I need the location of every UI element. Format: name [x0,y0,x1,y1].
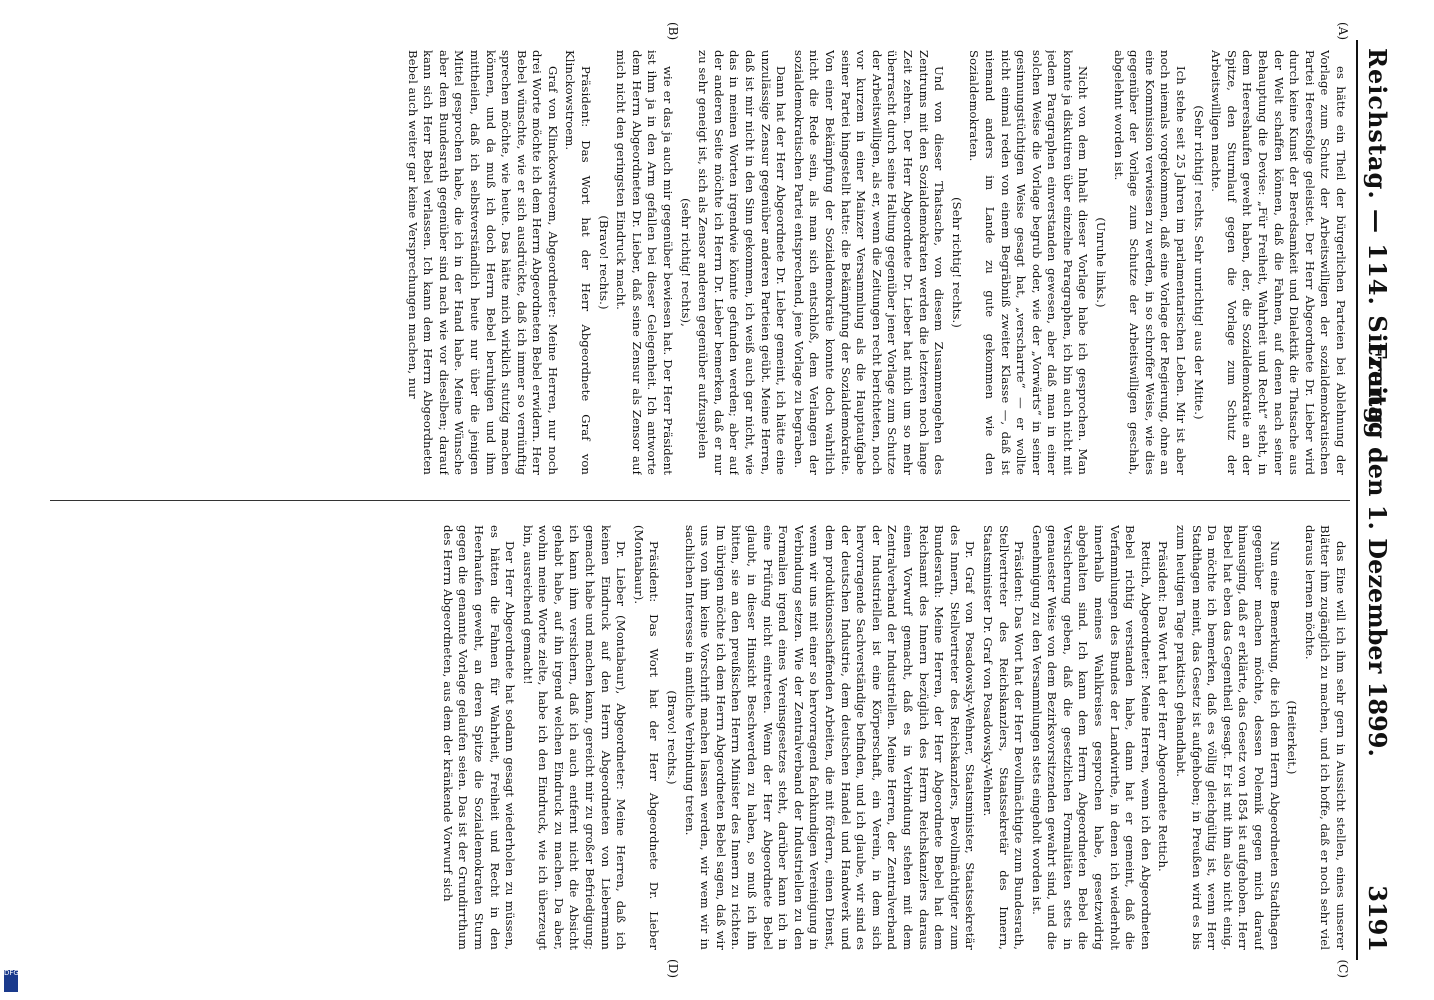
paragraph: Dann hat der Herr Abgeordnete Dr. Lieber gemeint, ich hätte eine unzulässige Zensur gegenüber anderen Parteien geübt. Meine Herren, daß ist mir nicht in den Sinn gekommen, ich weiß auch gar nicht, wie das in meinen Worten irgendwie könnte gefunden werden; aber auf der anderen Seite möchte ich Herrn Dr. Lieber bemerken, daß er nur zu sehr geneigt ist, sich als Zensor anderen gegenüber aufzuspielen [696,50,789,475]
interjection: (Bravo! rechts.) [665,690,680,785]
paragraph: wie er das ja auch mir gegenüber bewiesen hat. Der Herr Präsident ist ihm ja in den Arm gefallen bei dieser Gelegenheit. Ich antworte dem Herrn Abgeordneten Dr. Lieber, daß seine Zensur als Zensor auf mich nicht den geringsten Eindruck macht. [614,50,676,475]
page-header [1356,40,1394,960]
column-divider [50,500,1350,501]
interjection: (Sehr richtig! rechts. Sehr unrichtig! aus der Mitte.) [1191,105,1206,420]
margin-marker-a: (A) [1336,22,1350,41]
interjection: (Unruhe links.) [1094,217,1109,308]
speaker-line: Präsident: Das Wort hat der Herr Bevollmächtigte zum Bundesrath, Stellvertreter des Reichskanzlers, Staatssekretär des Innern, Staatsminister Dr. Graf von Posadowsky-Wehner. [980,525,1027,950]
header-date [1363,342,1392,952]
paragraph: Dr. Graf von Posadowsky-Wehner, Staatsminister, Staatssekretär des Innern, Stellvertreter des Reichskanzlers, Bevollmächtigter zum Bundesrath: Meine Herren, der Herr Abgeordnete Bebel hat dem Reichsamt des Innern bezüglich des Herrn Reichskanzlers daraus einen Vorwurf gemacht, daß es in Verbindung stehen mit dem Zentralverband der Industriellen. Meine Herren, der Zentralverband der Industriellen ist eine Körperschaft, ein Verein, in dem sich hervorragende Sachverständige befinden, und ich glaube, wir sind es der deutschen Industrie, dem deutschen Handel und Handwerk und dem produktionsschaffenden Arbeiten, die mit fördern, einen Dienst, wenn wir uns mit einer so hervorragend fachkundigen Vereinigung in Verbindung setzen. Wie der Zentralverband der Industriellen zu den Formalien irgend eines Vereinsgesetzes steht, darüber kann ich in eine Prüfung nicht eintreten. Wenn der Herr Abgeordnete Bebel glaubt, in dieser Hinsicht Beschwerden zu haben, so muß ich ihn bitten, sie an den preußischen Herrn Minister des Innern zu richten. Im übrigen möchte ich dem Herrn Abgeordneten Bebel sagen, daß wir uns von ihm keine Vorschrift machen lassen werden, wir wem wir in sachlichen Interesse in amtliche Verbindung treten. [682,525,978,950]
page-number: 3191 [1363,885,1392,952]
header-date-text: Freitag den 1. Dezember 1899. [1363,341,1392,757]
margin-marker-d: (D) [666,959,680,978]
interjection: (Sehr richtig! rechts.) [949,197,964,328]
margin-marker-c: (C) [1336,959,1350,978]
paragraph: Nun eine Bemerkung, die ich dem Herrn Abgeordneten Stadthagen gegenüber machen möchte, dessen Polemik gegen mich darauf hinausging, daß er erklärte, das Gesetz von 1854 ist aufgehoben. Herr Bebel hat eben das Gegentheil gesagt. Er ist mit ihm also nicht einig. Da möchte ich bemerken, daß es völlig gleichgültig ist, wenn Herr Stadthagen meint, das Gesetz ist aufgehoben; in Preußen wird es bis zum heutigen Tage praktisch gehandhabt. [1174,525,1282,950]
dfg-logo [4,970,18,992]
paragraph: Der Herr Abgeordnete hat sodann gesagt wiederholen zu müssen, es hätten die Fahnen für Wahrheit, Freiheit und Recht in den Heerhaufen geweht, an deren Spitze die Sozialdemokraten Sturm gegen die genannte Vorlage gelaufen seien. Das ist der Grundirrthum des Herrn Abgeordneten, aus dem der kränkende Vorwurf sich [440,525,518,950]
margin-marker-b: (B) [666,22,680,41]
digitization-note-text [0,0,4,960]
paragraph: es hätte ein Theil der bürgerlichen Parteien bei Ablehnung der Vorlage zum Schutz der Arbeitswilligen der sozialdemokratischen Partei Heeresfolge geleistet. Der Herr Abgeordnete Dr. Lieber wird durch keine Kunst der Beredsamkeit und Dialektik die Thatsache aus der Welt schaffen können, daß die Fahnen, auf denen nach seiner Behauptung die Devise: „Für Freiheit, Wahrheit und Recht“ steht, in dem Heereshaufen geweht haben, der, die Sozialdemokratie an der Spitze, den Sturmlauf gegen die Vorlage zum Schutz der Arbeitswilligen machte. [1209,50,1348,475]
speaker-line: Präsident: Das Wort hat der Herr Abgeordnete Dr. Lieber (Montabaur). [631,525,662,950]
paragraph: Graf von Klinckowstroem, Abgeordneter: Meine Herren, nur noch drei Worte möchte ich dem Herrn Abgeordneten Bebel erwidern. Herr Bebel wünschte, wie er sich ausdrückte, daß ich immer so vernünftig sprechen möchte, wie heute. Das hätte mich wirklich stutzig machen können, und da muß ich doch Herrn Bebel beruhigen und ihm mittheilen, daß ich selbstverständlich heute nur über die jenigen Mittel gesprochen habe, die ich in der Hand habe. Meine Wünsche aber dem Bundesrath gegenüber sind nach wie vor dieselben; darauf kann sich Herr Bebel verlassen. Ich kann dem Herrn Abgeordneten Bebel auch weiter gar keine Versprechungen machen, nur [405,50,560,475]
paragraph: Dr. Lieber (Montabaur), Abgeordneter: Meine Herren, daß ich keinen Eindruck auf den Herrn Abgeordneten von Liebermann gemacht habe und machen kann, gereicht mir zu großer Befriedigung; ich kann ihm versichern, daß ich auch entfernt nicht die Absicht gehabt habe, auf ihn irgend welchen Eindruck zu machen. Da aber, wohin meine Worte zielte, habe ich den Eindruck, wie ich überzeugt bin, ausreichend gemacht! [520,525,629,950]
speaker-line: Präsident: Das Wort hat der Herr Abgeordnete Graf von Klinckowstroem. [563,50,594,475]
paragraph: Und von dieser Thatsache, von diesem Zusammengehen des Zentrums mit den Sozialdemokraten werden die letzteren noch lange Zeit zehren. Der Herr Abgeordnete Dr. Lieber hat mich um so mehr überrascht durch seine Haltung gegenüber jener Vorlage zum Schutze der Arbeitswilligen, als er, wenn die Zeitungen recht berichteten, noch vor kurzem in einer Mainzer Versammlung als die Hauptaufgabe seiner Partei hingestellt hatte: die Bekämpfung der Sozialdemokratie. Von einer Bekämpfung der Sozialdemokratie konnte doch wahrlich nicht die Rede sein, als man sich entschloß, dem Verlangen der sozialdemokratischen Partei entsprechend, jene Vorlage zu begraben. [791,50,947,475]
header-title: Reichstag. — 114. Sitzung. [1363,48,1392,435]
interjection: (sehr richtig! rechts), [678,198,693,327]
interjection: (Heiterkeit.) [1285,700,1300,775]
dfg-logo-text: DFG [4,969,19,977]
paragraph: Rettich, Abgeordneter: Meine Herren, wenn ich den Abgeordneten Bebel richtig verstanden habe, dann hat er gemeint, daß die Verfammlungen des Bundes der Landwirthe, in denen ich wiederholt innerhalb meines Wahlkreises gesprochen habe, gesetzwidrig abgehalten sind. Ich kann dem Herrn Abgeordneten Bebel die Versicherung geben, daß die gesetzlichen Formalitäten stets in genauester Weise von dem Bezirksvorsitzenden gewahrt sind, und die Genehmigung zu den Versammlungen stets eingeholt worden ist. [1029,525,1153,950]
rotated-page [40,20,1400,980]
paragraph: Nicht von dem Inhalt dieser Vorlage habe ich gesprochen. Man konnte ja diskutiren über einzelne Paragraphen, ich bin auch nicht mit jedem Paragraphen einverstanden gewesen, aber daß man in einer solchen Weise die Vorlage begrub oder, wie der „Vorwärts“ in seiner gesinnungstüchtigen Weise gesagt hat, „verscharrte“ — er wollte nicht einmal reden von einem Begräbniß zweiter Klasse —, daß ist niemand anders im Lande zu gute gekommen wie den Sozialdemokraten. [967,50,1091,475]
interjection: (Bravo! rechts.) [596,215,611,310]
left-column [50,50,1348,475]
page-stage [40,20,1400,980]
speaker-line: Präsident: Das Wort hat der Herr Abgeordnete Rettich. [1156,541,1171,872]
right-column [50,525,1348,950]
paragraph: Ich stehe seit 25 Jahren im parlamentarischen Leben. Mir ist aber noch niemals vorgekommen, daß eine Vorlage der Regierung, ohne an eine Kommission verwiesen zu werden, in so schroffer Weise, wie dies gegenüber der Vorlage zum Schutze der Arbeitswilligen geschah, abgelehnt worden ist. [1111,50,1189,475]
digitization-note [2,0,22,1000]
paragraph: das Eine will ich ihm sehr gern in Aussicht stellen, eines unserer Blätter ihm zugänglich zu machen, und ich hoffe, daß er noch sehr viel daraus lernen möchte. [1302,525,1348,950]
